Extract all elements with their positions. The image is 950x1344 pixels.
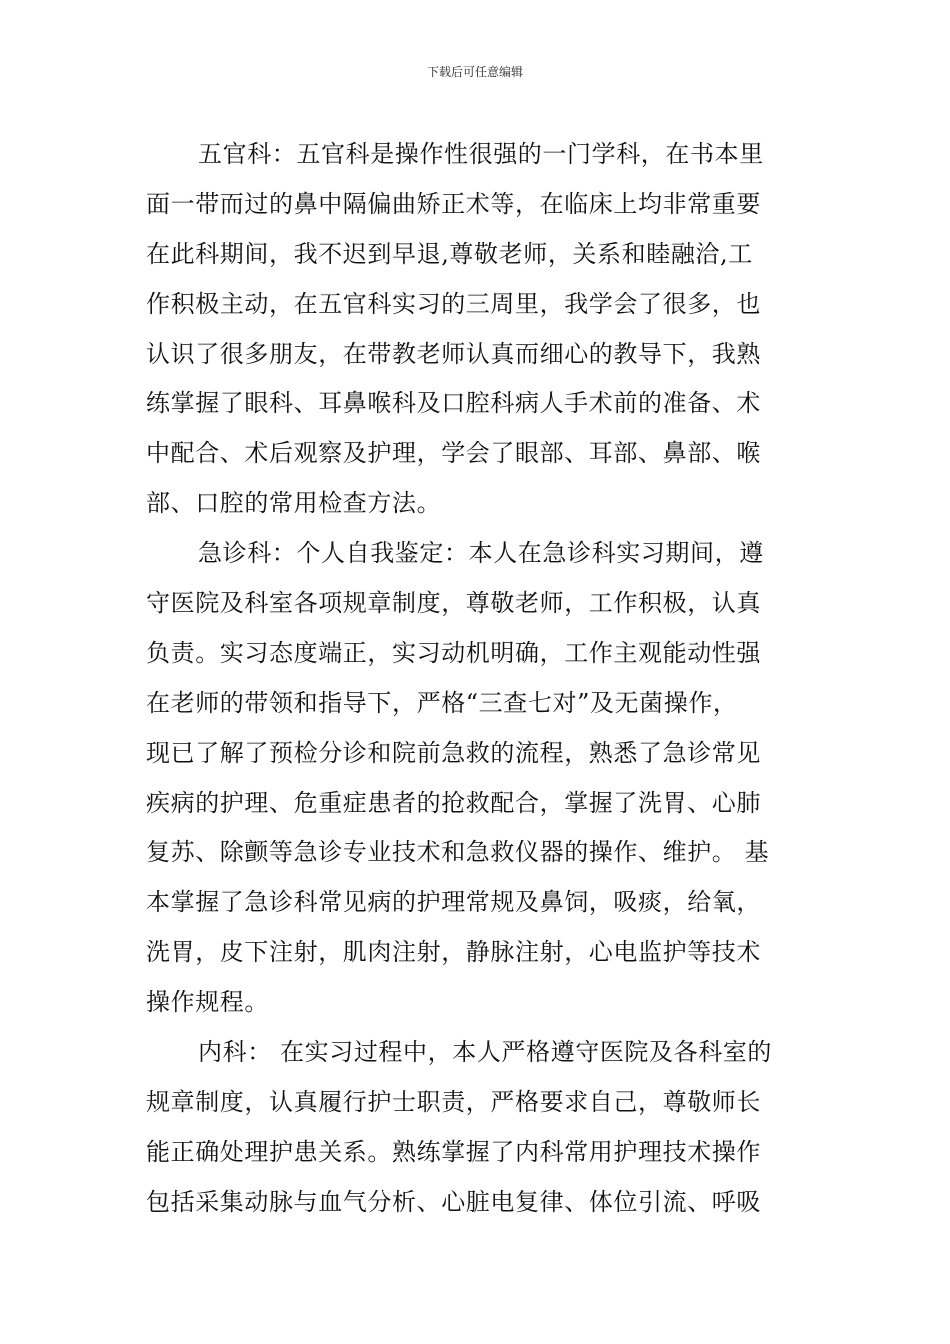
text-line: 在此科期间，我不迟到早退,尊敬老师，关系和睦融洽,工 bbox=[146, 239, 753, 268]
text-line: 疾病的护理、危重症患者的抢救配合，掌握了洗胃、心肺 bbox=[146, 788, 761, 817]
text-line: 面一带而过的鼻中隔偏曲矫正术等，在临床上均非常重要 bbox=[146, 189, 761, 218]
document-body bbox=[146, 130, 806, 1228]
text-line: 五官科：五官科是操作性很强的一门学科，在书本里 bbox=[198, 140, 764, 168]
text-line: 包括采集动脉与血气分析、心脏电复律、体位引流、呼吸 bbox=[146, 1187, 761, 1216]
text-line: 中配合、术后观察及护理，学会了眼部、耳部、鼻部、喉 bbox=[146, 439, 761, 468]
text-line: 本掌握了急诊科常见病的护理常规及鼻饲，吸痰，给氧， bbox=[146, 888, 761, 917]
text-line: 急诊科：个人自我鉴定：本人在急诊科实习期间，遵 bbox=[198, 539, 764, 568]
text-line: 规章制度，认真履行护士职责，严格要求自己，尊敬师长 bbox=[146, 1087, 761, 1116]
paragraph-jizhenke bbox=[146, 529, 806, 1028]
text-line: 负责。实习态度端正，实习动机明确，工作主观能动性强 bbox=[146, 638, 761, 667]
text-line: 能正确处理护患关系。熟练掌握了内科常用护理技术操作 bbox=[146, 1137, 761, 1166]
text-line: 在老师的带领和指导下，严格“三查七对”及无菌操作， bbox=[146, 688, 738, 717]
text-line: 守医院及科室各项规章制度，尊敬老师，工作积极，认真 bbox=[146, 589, 761, 618]
text-line: 复苏、除颤等急诊专业技术和急救仪器的操作、维护。 基 bbox=[146, 838, 770, 867]
text-line: 现已了解了预检分诊和院前急救的流程，熟悉了急诊常见 bbox=[146, 738, 761, 767]
text-line: 内科： 在实习过程中，本人严格遵守医院及各科室的 bbox=[198, 1038, 773, 1067]
page-header: 下载后可任意编辑 bbox=[426, 65, 523, 79]
text-line: 操作规程。 bbox=[146, 988, 269, 1017]
text-line: 洗胃，皮下注射，肌肉注射，静脉注射，心电监护等技术 bbox=[146, 938, 761, 967]
text-line: 练掌握了眼科、耳鼻喉科及口腔科病人手术前的准备、术 bbox=[146, 389, 761, 418]
paragraph-neike bbox=[146, 1028, 806, 1228]
text-line: 作积极主动，在五官科实习的三周里，我学会了很多，也 bbox=[146, 289, 761, 318]
text-line: 部、口腔的常用检查方法。 bbox=[146, 489, 442, 518]
text-line: 认识了很多朋友，在带教老师认真而细心的教导下，我熟 bbox=[146, 339, 761, 368]
paragraph-wuguanke bbox=[146, 130, 806, 529]
